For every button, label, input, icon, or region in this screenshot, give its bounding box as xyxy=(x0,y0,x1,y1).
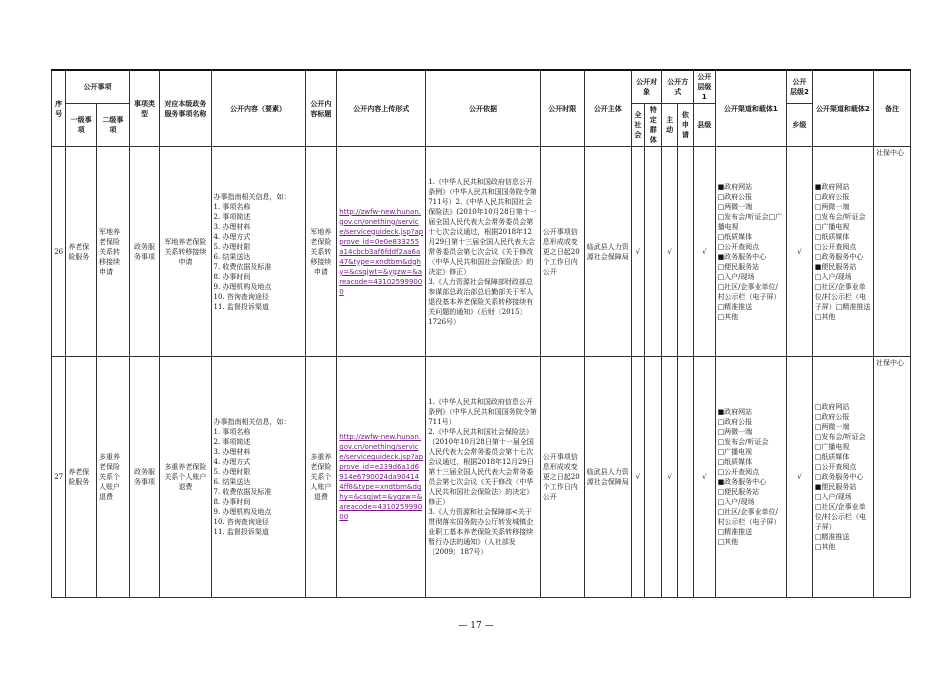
text-line: 3.《人力资源和社会保障部<关于贯彻落实国务院办公厅转发城镇企业职工基本养老保险关系转移接续暂行办法的通知》（人社部发〔2009〕187号） xyxy=(428,508,534,556)
header-target-group: 公开对象 xyxy=(631,70,662,104)
text-line: □精准推送 xyxy=(717,528,753,536)
header-subject: 公开主体 xyxy=(584,70,631,147)
text-line: □发布会/听证会□广播电视 xyxy=(717,212,783,231)
text-line: □社区/企事业单位/村公示栏（电子屏）□精准推送 □其他 xyxy=(814,282,885,321)
text-line: □社区/企事业单位/村公示栏（电子屏） xyxy=(717,282,781,301)
text-line: ■政务服务中心 xyxy=(717,478,767,486)
text-line: □政府公报 xyxy=(717,418,753,426)
text-line: □公开查阅点 xyxy=(717,468,760,476)
text-line: □广播电视 xyxy=(814,443,850,451)
text-line: 办事指南相关信息，如： xyxy=(213,192,291,201)
cell-channel1 xyxy=(715,357,787,598)
text-line: 办事指南相关信息，如： xyxy=(213,418,291,426)
text-line: □发布会/听证会 xyxy=(814,212,866,221)
cell-remark: 社保中心 xyxy=(874,357,911,598)
text-line: 10. 咨询查询途径 xyxy=(213,292,269,301)
cell-content-title: 军地养老保险关系转移接续申请 xyxy=(305,147,337,357)
text-line: 6. 结果送达 xyxy=(213,252,251,261)
text-line: 1. 事项名称 xyxy=(213,428,251,436)
text-line: 4. 办理方式 xyxy=(213,458,251,466)
text-line: □两微一端 xyxy=(814,423,850,431)
text-line: 8. 办事时间 xyxy=(213,272,251,281)
text-line: 10. 咨询查询途径 xyxy=(213,518,269,526)
cell-target-specific xyxy=(645,147,662,357)
text-line: □纸质媒体 xyxy=(717,232,753,241)
header-content: 公开内容（要素） xyxy=(211,70,305,147)
text-line: 1.《中华人民共和国政府信息公开条例》（中华人民共和国国务院令第711号） xyxy=(428,398,537,426)
header-channel1: 公开渠道和载体1 xyxy=(715,70,787,147)
table-row xyxy=(52,357,911,598)
text-line: □入户/现场 xyxy=(814,272,852,281)
text-line: □公开查阅点 xyxy=(814,242,857,251)
text-line: □发布会/听证会 xyxy=(717,438,769,446)
text-line: 2. 事项简述 xyxy=(213,438,251,446)
text-line: □便民服务站 xyxy=(717,488,760,496)
text-line: 2. 事项简述 xyxy=(213,212,251,221)
text-line: □两微一端 xyxy=(814,202,850,211)
cell-target-all: √ xyxy=(631,357,644,598)
header-basis: 公开依据 xyxy=(426,70,541,147)
text-line: □政府公报 xyxy=(814,413,850,421)
text-line: □政务服务中心 xyxy=(814,252,864,261)
page-number: — 17 — xyxy=(458,621,494,631)
header-level-group2: 公开层级2 xyxy=(787,70,813,104)
header-target-all: 全社会 xyxy=(631,104,644,147)
cell-seq: 27 xyxy=(52,357,66,598)
text-line: 9. 办理机构及地点 xyxy=(213,508,272,516)
cell-time-limit: 公开事项信息形成或变更之日起20个工作日内公开 xyxy=(540,147,584,357)
text-line: 3.《人力资源社会保障部财政部总参谋部总政治部总后勤部关于军人退役基本养老保险关系转移接续有关问题的通知》（后财〔2015〕1726号） xyxy=(428,277,534,326)
text-line: □纸质媒体 xyxy=(814,453,850,461)
cell-service-name: 军地养老保险关系转移接续申请 xyxy=(160,147,211,357)
cell-channel1 xyxy=(715,147,787,357)
text-line: □纸质媒体 xyxy=(814,232,850,241)
table-row xyxy=(52,147,911,357)
header-time-limit: 公开时限 xyxy=(540,70,584,147)
cell-content xyxy=(211,147,305,357)
cell-seq: 26 xyxy=(52,147,66,357)
text-line: 11. 监督投诉渠道 xyxy=(213,528,269,536)
cell-mode-active: √ xyxy=(662,147,677,357)
text-line: ■政府网站 xyxy=(717,182,753,191)
cell-subject: 临武县人力资源社会保障局 xyxy=(584,147,631,357)
header-service-name: 对应本级政务服务事项名称 xyxy=(160,70,211,147)
cell-target-specific xyxy=(645,357,662,598)
text-line: □入户/现场 xyxy=(717,498,755,506)
header-remark: 备注 xyxy=(874,70,911,147)
text-line: □社区/企事业单位/村公示栏（电子屏） xyxy=(814,503,867,531)
upload-link[interactable]: http://zwfw-new.hunan.gov.cn/onething/service/serviceguideck.jsp?approve_id=e239d6a1d6914e6790024da904144ff8&type=xndtbm&dghy=&csqjwt=&ygzw=&areacode=431025999000 xyxy=(339,433,424,521)
text-line: □公开查阅点 xyxy=(717,242,760,251)
upload-link[interactable]: http://zwfw-new.hunan.gov.cn/onething/service/serviceguideck.jsp?approve_id=0e0e833255a14cbcb3af6fddf2aa6a47&type=xndtbm&dghy=&csqjwt=&ygzw=&areacode=431025999000 xyxy=(339,207,424,296)
cell-content xyxy=(211,357,305,598)
text-line: □精准推送 xyxy=(814,533,850,541)
cell-basis xyxy=(426,357,541,598)
header-mode-active: 主动 xyxy=(662,104,677,147)
text-line: □政务服务中心 xyxy=(814,473,864,481)
text-line: ■政府网站 xyxy=(717,408,753,416)
cell-service-name: 多重养老保险关系个人账户退费 xyxy=(160,357,211,598)
header-upload-form: 公开内容上传形式 xyxy=(337,70,426,147)
text-line: ■便民服务站 xyxy=(814,262,857,271)
text-line: □公开查阅点 xyxy=(814,463,857,471)
cell-level1: 养老保险服务 xyxy=(66,357,97,598)
text-line: 11. 监督投诉渠道 xyxy=(213,302,269,311)
cell-content-title: 多重养老保险关系个人账户退费 xyxy=(305,357,337,598)
text-line: 7. 收费依据及标准 xyxy=(213,488,272,496)
text-line: □政府公报 xyxy=(717,192,753,201)
text-line: ■便民服务站 xyxy=(814,483,857,491)
text-line: □社区/企事业单位/村公示栏（电子屏） xyxy=(717,508,781,526)
text-line: 7. 收费依据及标准 xyxy=(213,262,272,271)
text-line: □便民服务站 xyxy=(717,262,760,271)
text-line: □两微一端 xyxy=(717,428,753,436)
cell-channel2 xyxy=(812,357,873,598)
cell-item-type: 政务服务事项 xyxy=(129,357,160,598)
text-line: □精准推送 xyxy=(717,302,753,311)
header-level1: 一级事项 xyxy=(66,104,97,147)
text-line: 8. 办事时间 xyxy=(213,498,251,506)
text-line: 6. 结果送达 xyxy=(213,478,251,486)
cell-mode-request xyxy=(677,147,693,357)
header-item-type: 事项类型 xyxy=(129,70,160,147)
header-level-town: 乡级 xyxy=(787,104,813,147)
cell-basis xyxy=(426,147,541,357)
cell-remark: 社保中心 xyxy=(874,147,911,357)
text-line: 5. 办理时限 xyxy=(213,468,251,476)
text-line: ■政府网站 xyxy=(814,182,850,191)
cell-mode-active: √ xyxy=(662,357,677,598)
cell-level-town: √ xyxy=(787,147,813,357)
text-line: □发布会/听证会 xyxy=(814,433,866,441)
cell-level-town: √ xyxy=(787,357,813,598)
cell-level-county: √ xyxy=(694,357,715,598)
text-line: 2.《中华人民共和国社会保险法》（2010年10月28日第十一届全国人民代表大会常务委员会第十七次会议通过，根据2018年12月29日第十三届全国人民代表大会常务委员会第七次会议《关于修改〈中华人民共和国社会保险法〉的决定》修正） xyxy=(428,428,534,506)
text-line: □广播电视 xyxy=(717,448,753,456)
header-mode-request: 依申请 xyxy=(677,104,693,147)
text-line: □纸质媒体 xyxy=(717,458,753,466)
header-channel2: 公开渠道和载体2 xyxy=(812,70,873,147)
header-content-title: 公开内容标题 xyxy=(305,70,337,147)
header-seq: 序号 xyxy=(52,70,66,147)
text-line: 4. 办理方式 xyxy=(213,232,251,241)
cell-time-limit: 公开事项信息形成或变更之日起20个工作日内公开 xyxy=(540,357,584,598)
cell-level-county: √ xyxy=(694,147,715,357)
header-level2: 二级事项 xyxy=(96,104,129,147)
text-line: □其他 xyxy=(814,543,836,551)
text-line: □入户/现场 xyxy=(717,272,755,281)
disclosure-table xyxy=(51,69,911,598)
text-line: 3. 办理材料 xyxy=(213,222,251,231)
cell-mode-request xyxy=(677,357,693,598)
header-level-group1: 公开层级1 xyxy=(694,70,715,104)
header-mode-group: 公开方式 xyxy=(662,70,694,104)
cell-level2: 军地养老保险关系转移接续申请 xyxy=(96,147,129,357)
cell-target-all: √ xyxy=(631,147,644,357)
header-target-specific: 特定群体 xyxy=(645,104,662,147)
text-line: 3. 办理材料 xyxy=(213,448,251,456)
cell-subject: 临武县人力资源社会保障局 xyxy=(584,357,631,598)
header-level-county: 县级 xyxy=(694,104,715,147)
header-item-group: 公开事项 xyxy=(66,70,129,104)
cell-item-type: 政务服务事项 xyxy=(129,147,160,357)
text-line: □其他 xyxy=(717,538,739,546)
text-line: 9. 办理机构及地点 xyxy=(213,282,272,291)
cell-level1: 养老保险服务 xyxy=(66,147,97,357)
text-line: □政府网站 xyxy=(814,403,850,411)
text-line: ■政务服务中心 xyxy=(717,252,767,261)
cell-channel2 xyxy=(812,147,885,357)
text-line: □其他 xyxy=(717,312,739,321)
text-line: 1. 事项名称 xyxy=(213,202,251,211)
text-line: 1.《中华人民共和国政府信息公开条例》（中华人民共和国国务院令第711号）2.《中华人民共和国社会保险法》(2010年10月28日第十一届全国人民代表大会常务委员会第十七次会议通过，根据2018年12月29日第十三届全国人民代表大会常务委员会第七次会议《关于修改〈中华人民共和国社会保险法〉的决定》修正） xyxy=(428,177,537,276)
text-line: □两微一端 xyxy=(717,202,753,211)
text-line: □政府公报 xyxy=(814,192,850,201)
text-line: □广播电视 xyxy=(814,222,850,231)
text-line: 5. 办理时限 xyxy=(213,242,251,251)
text-line: □入户/现场 xyxy=(814,493,852,501)
cell-level2: 多重养老保险关系个人账户退费 xyxy=(96,357,129,598)
